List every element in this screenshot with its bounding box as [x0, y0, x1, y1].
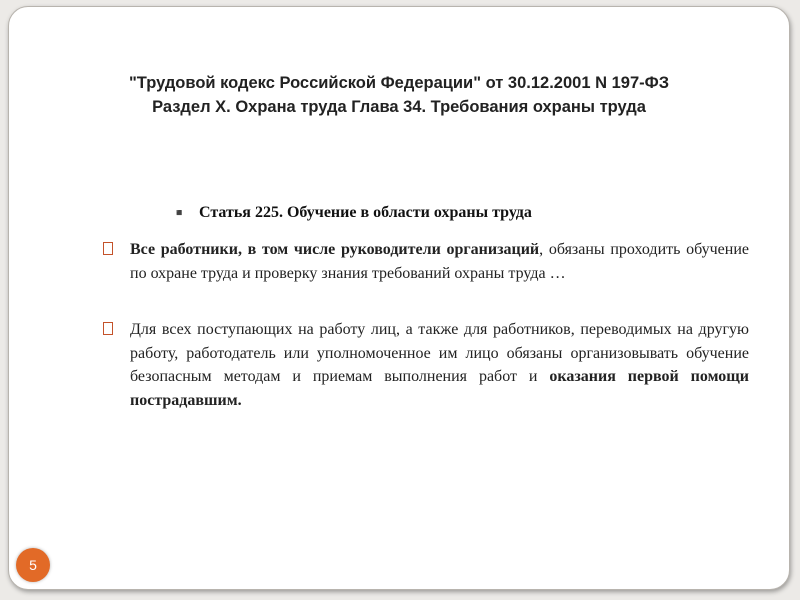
article-heading	[173, 204, 733, 222]
paragraph-1-body	[130, 238, 749, 285]
paragraph-2	[104, 318, 749, 412]
paragraph-1	[104, 238, 749, 285]
article-heading-text: Статья 225. Обучение в области охраны труда	[199, 204, 532, 221]
slide-number-badge: 5	[16, 548, 50, 582]
bullet-icon: ◾	[173, 208, 186, 219]
paragraph-2-body	[130, 318, 749, 412]
title-line-1: "Трудовой кодекс Российской Федерации" от 30.12.2001 N 197-ФЗ	[128, 74, 670, 92]
slide-title	[39, 71, 759, 119]
paragraph-1-bold: Все работники, в том числе руководители организаций	[130, 241, 540, 258]
square-bullet-icon	[103, 242, 113, 255]
paragraph-2-bold: оказания первой помощи пострадавшим.	[130, 368, 749, 409]
title-line-2: Раздел X. Охрана труда Глава 34. Требования охраны труда	[152, 98, 646, 116]
slide	[8, 6, 790, 590]
paragraph-2-text: Для всех поступающих на работу лиц, а также для работников, переводимых на другую работу, работодатель или уполномоченное им лицо обязаны организовывать обучение безопасным методам и приемам выполнения работ и	[130, 321, 749, 385]
square-bullet-icon	[103, 322, 113, 335]
paragraph-1-rest: , обязаны проходить обучение по охране труда и проверку знания требований охраны труда …	[130, 241, 750, 282]
